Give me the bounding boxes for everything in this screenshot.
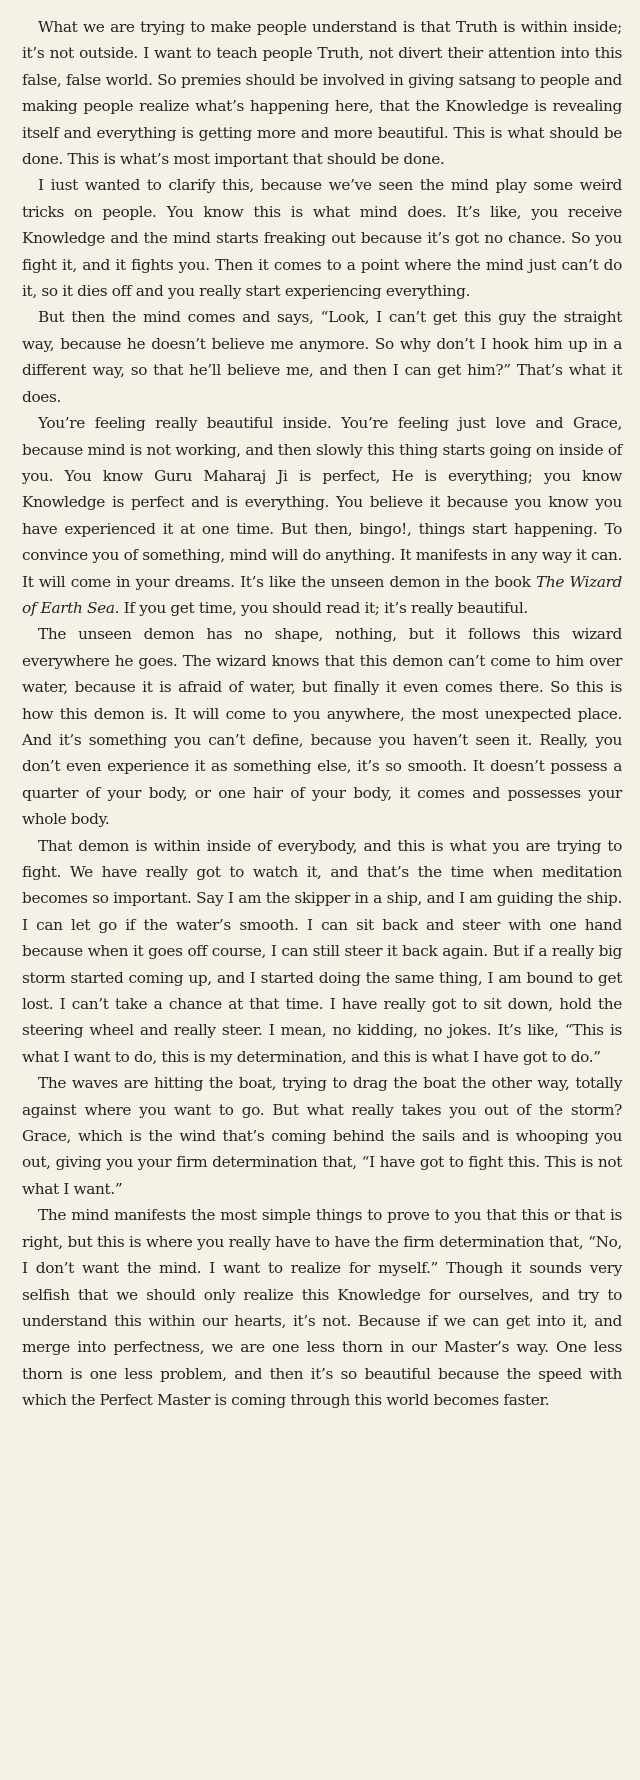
book-title: The Wizard of Earth Sea: [22, 572, 622, 617]
paragraph-4-before: You’re feeling really beautiful inside. You’re feeling just love and Grace, because mind is not working, and then slowly this thing starts going on inside of you. You know Guru Maharaj Ji is perfect, He is everything; you know Knowledge is perfect and is everything. You believe it because you know you have experienced it at one time. But then, bingo!, things start happening. To convince you of something, mind will do anything. It manifests in any way it can. It will come in your dreams. It’s like the unseen demon in the book: [22, 414, 622, 591]
paragraph-5: The unseen demon has no shape, nothing, but it follows this wizard everywhere he goes. The wizard knows that this demon can’t come to him over water, because it is afraid of water, but finally it even comes there. So this is how this demon is. It will come to you anywhere, the most unexpected place. And it’s something you can’t define, because you haven’t seen it. Really, you don’t even experience it as something else, it’s so smooth. It doesn’t possess a quarter of your body, or one hair of your body, it comes and possesses your whole body.: [22, 625, 622, 829]
paragraph-3: But then the mind comes and says, “Look, I can’t get this guy the straight way, because he doesn’t believe me anymore. So why don’t I hook him up in a different way, so that he’ll believe me, and then I can get him?” That’s what it does.: [22, 308, 622, 406]
paragraph-2: I iust wanted to clarify this, because we’ve seen the mind play some weird tricks on people. You know this is what mind does. It’s like, you receive Knowledge and the mind starts freaking out because it’s got no chance. So you fight it, and it fights you. Then it comes to a point where the mind just can’t do it, so it dies off and you really start experiencing everything.: [22, 176, 622, 301]
article-body: [22, 14, 622, 1414]
paragraph-4-after: . If you get time, you should read it; it’s really beautiful.: [114, 598, 528, 617]
paragraph-7: The waves are hitting the boat, trying to drag the boat the other way, totally against where you want to go. But what really takes you out of the storm? Grace, which is the wind that’s coming behind the sails and is whooping you out, giving you your firm determination that, “I have got to fight this. This is not what I want.”: [22, 1074, 622, 1198]
paragraph-8: The mind manifests the most simple things to prove to you that this or that is right, but this is where you really have to have the firm determination that, “No, I don’t want the mind. I want to realize for myself.” Though it sounds very selfish that we should only realize this Knowledge for ourselves, and try to understand this within our hearts, it’s not. Because if we can get into it, and merge into perfectness, we are one less thorn in our Master’s way. One less thorn is one less problem, and then it’s so beautiful because the speed with which the Perfect Master is coming through this world becomes faster.: [22, 1206, 622, 1410]
paragraph-6: That demon is within inside of everybody, and this is what you are trying to fight. We have really got to watch it, and that’s the time when meditation becomes so important. Say I am the skipper in a ship, and I am guiding the ship. I can let go if the water’s smooth. I can sit back and steer with one hand because when it goes off course, I can still steer it back again. But if a really big storm started coming up, and I started doing the same thing, I am bound to get lost. I can’t take a chance at that time. I have really got to sit down, hold the steering wheel and really steer. I mean, no kidding, no jokes. It’s like, “This is what I want to do, this is my determination, and this is what I have got to do.”: [22, 836, 622, 1066]
paragraph-4: [22, 410, 622, 621]
paragraph-1: What we are trying to make people understand is that Truth is within inside; it’s not outside. I want to teach people Truth, not divert their attention into this false, false world. So premies should be involved in giving satsang to people and making people realize what’s happening here, that the Knowledge is revealing itself and everything is getting more and more beautiful. This is what should be done. This is what’s most important that should be done.: [22, 18, 622, 169]
